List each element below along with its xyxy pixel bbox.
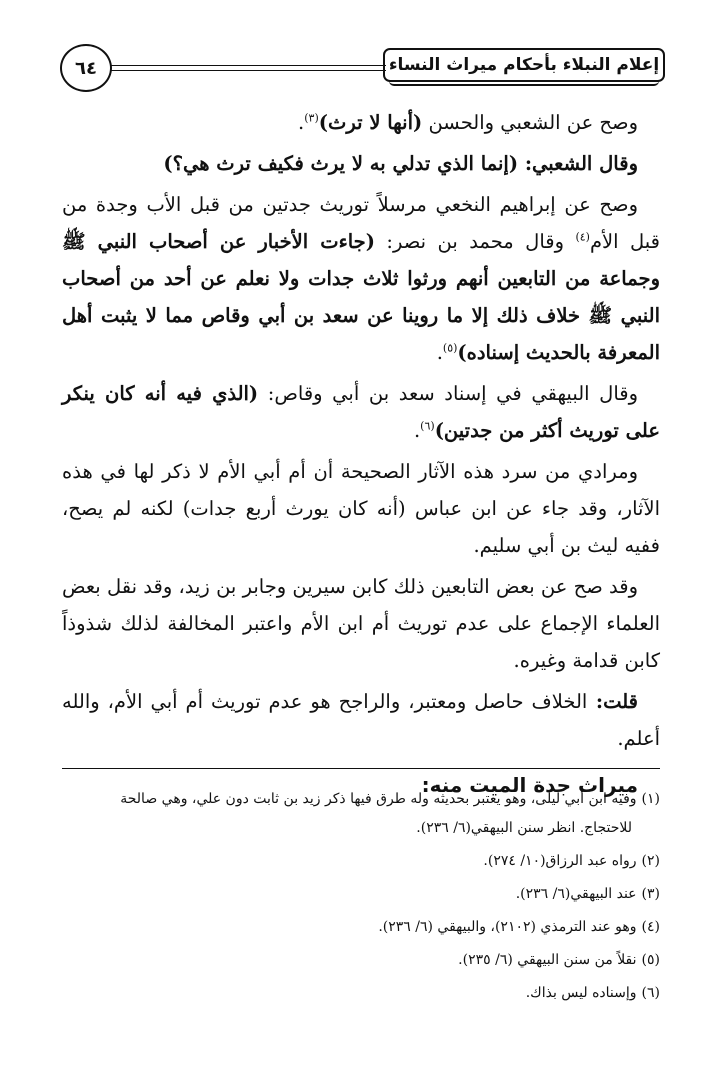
paragraph-7: قلت: الخلاف حاصل ومعتبر، والراجح هو عدم توريث أم أبي الأم، والله أعلم. [62,690,660,750]
paragraph-3: وصح عن إبراهيم النخعي مرسلاً توريث جدتين من قبل الأب وجدة من قبل الأم$^{(٤)}$ وقال محمد بن نصر: (جاءت الأخبار عن أصحاب النبي ﷺ وجماعة من التابعين أنهم ورثوا ثلاث جدات ولا نعلم عن أحد من أصحاب النبي ﷺ خلاف ذلك إلا ما روينا عن سعد بن أبي وقاص مما لا يثبت أهل المعرفة بالحديث إسناده)$^{(٥)}$. [62,193,660,364]
footnote-3: (٣)عند البيهقي(٦/ ٢٣٦). [515,886,660,902]
footnote-ref: (٣) [304,111,319,125]
paragraph-4: وقال البيهقي في إسناد سعد بن أبي وقاص: (الذي فيه أنه كان ينكر على توريث أكثر من جدتين)$^{(٦)}$. [62,382,660,442]
footnote-ref: (٤) [575,230,590,244]
footnote-ref: (٦) [420,419,435,433]
running-title: إعلام النبلاء بأحكام ميراث النساء [388,55,660,75]
paragraph-1: وصح عن الشعبي والحسن (أنها لا ترث)$^{(٣)}$. [298,111,638,134]
paragraph-6: وقد صح عن بعض التابعين ذلك كابن سيرين وجابر بن زيد، وقد نقل بعض العلماء الإجماع على عدم توريث أم ابن الأم واعتبر المخالفة لذلك شذوذاً كابن قدامة وغيره. [62,575,660,672]
header-rule [104,65,386,71]
footnote-4: (٤)وهو عند الترمذي (٢١٠٢)، والبيهقي (٦/ ٢٣٦). [378,919,660,935]
paragraph-2: وقال الشعبي: (إنما الذي تدلي به لا يرث فكيف ترث هي؟) [163,152,638,175]
footnote-2: (٢)رواه عبد الرزاق(١٠/ ٢٧٤). [483,853,660,869]
title-frame [383,48,665,82]
footnote-separator [62,768,660,769]
footnote-5: (٥)نقلاً من سنن البيهقي (٦/ ٢٣٥). [458,952,660,968]
main-text [62,104,660,803]
footnote-6: (٦)وإسناده ليس بذاك. [525,985,660,1001]
paragraph-5: ومرادي من سرد هذه الآثار الصحيحة أن أم أبي الأم لا ذكر لها في هذه الآثار، وقد جاء عن ابن عباس (أنه كان يورث أربع جدات) لكنه لم يصح، ففيه ليث بن أبي سليم. [62,460,660,557]
section-heading: ميراث جدة الميت منه: [421,773,638,797]
page-header [60,44,665,94]
footnote-1: (١)وفيه ابن أبي ليلى، وهو يعتبر بحديثه وله طرق فيها ذكر زيد بن ثابت دون علي، وهي صالحة [120,791,660,807]
footnote-ref: (٥) [442,341,458,355]
footnote-1-continued: للاحتجاج. انظر سنن البيهقي(٦/ ٢٣٦). [416,820,632,836]
footnotes [62,787,660,1014]
page-number: ٦٤ [60,44,112,92]
